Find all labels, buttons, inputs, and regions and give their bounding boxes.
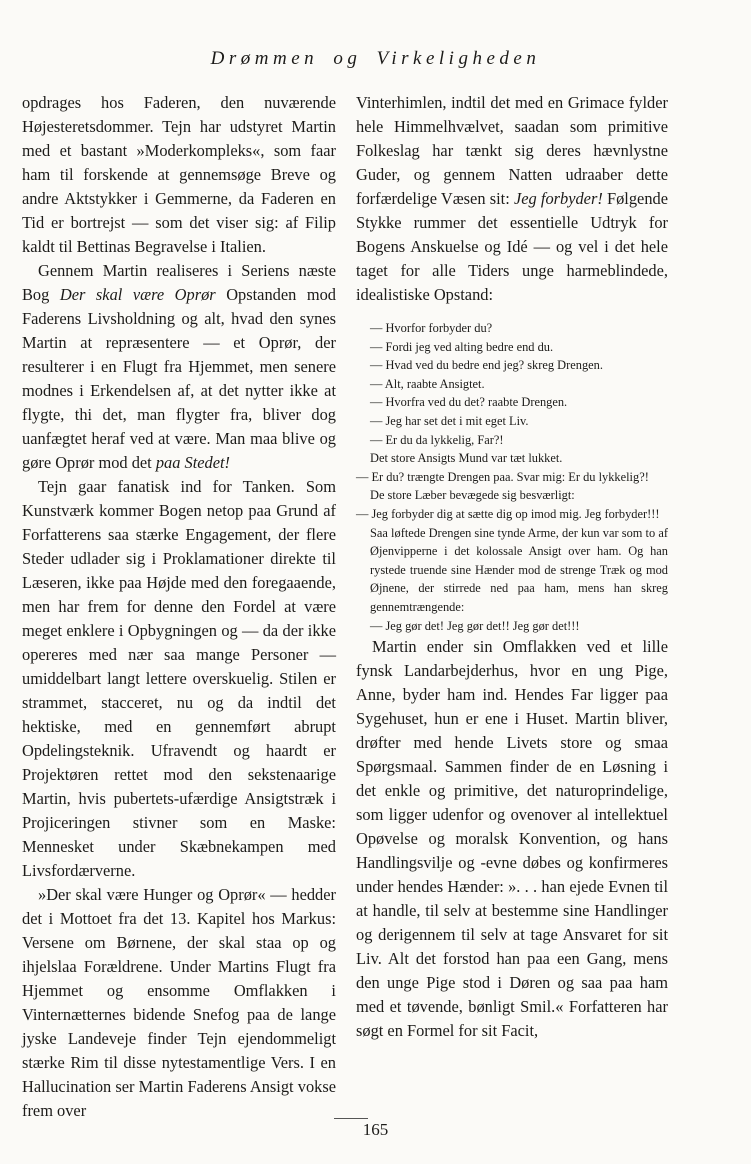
left-column <box>22 91 336 1123</box>
quote-line: — Jeg har set det i mit eget Liv. <box>370 413 529 428</box>
right-column <box>356 91 668 1043</box>
quote-line: De store Læber bevægede sig besværligt: <box>370 488 575 503</box>
quote-line: — Fordi jeg ved alting bedre end du. <box>370 339 554 354</box>
book-title: Der skal være Oprør <box>59 285 216 304</box>
emphasis: paa Stedet! <box>155 453 231 472</box>
running-title: Drømmen og Virkeligheden <box>210 48 541 69</box>
quote-line: — Jeg gør det! Jeg gør det!! Jeg gør det!!! <box>370 618 580 633</box>
paragraph: Tejn gaar fanatisk ind for Tanken. Som Kunstværk kommer Bogen netop paa Grund af Forfatterens saa stærke Engagement, der flere Steder udlader sig i Proklamationer direkte til Læseren, ikke paa Højde med den foregaaende, men har frem for denne den Fordel at være meget enklere i Opbygningen og — da der ikke opereres med nær saa mange Personer — umiddelbart langt lettere overskuelig. Stilen er strammet, stacceret, nu og da indtil det hektiske, med en gennemført abrupt Opdelingsteknik. Ufravendt og haardt er Projektøren rettet mod den sekstenaarige Martin, hvis pubertets-ufærdige Ansigtstræk i Projiceringen stivner som en Maske: Mennesket under Skæbnekampen med Livsfordærverne. <box>22 477 336 880</box>
text-run: Vinterhimlen, indtil det med en Grimace fylder hele Himmelhvælvet, saadan som primitive Folkeslag har tænkt sig deres hævnlystne Guder, og gennem Natten udraaber dette forfærdelige Væsen sit: <box>356 93 668 208</box>
quotation-block <box>356 319 668 635</box>
paragraph <box>22 259 336 475</box>
footer-rule <box>334 1118 368 1119</box>
quote-line: Det store Ansigts Mund var tæt lukket. <box>370 451 563 466</box>
quote-line: — Hvorfor forbyder du? <box>370 321 493 335</box>
quote-line: — Alt, raabte Ansigtet. <box>370 376 485 391</box>
paragraph: opdrages hos Faderen, den nuværende Højesteretsdommer. Tejn har udstyret Martin med et bastant »Moderkompleks«, som faar ham til forskende at gennemsøge Breve og andre Aktstykker i Gemmerne, da Faderen en Tid er bortrejst — som det viser sig: af Filip kaldt til Bettinas Begravelse i Italien. <box>22 93 336 256</box>
page-number: 165 <box>362 1120 389 1139</box>
text-run: Følgende Stykke rummer det essentielle Udtryk for Bogens Anskuelse og Idé — og vel i det hele taget for alle Tiders unge harmeblindede, idealistiske Opstand: <box>356 189 668 304</box>
quote-line: — Hvorfra ved du det? raabte Drengen. <box>370 395 568 410</box>
text-run: Gennem Martin realiseres i Seriens næste Bog <box>22 261 336 304</box>
text-run: Opstanden mod Faderens Livsholdning og alt, hvad den synes Martin at repræsentere — et Oprør, der resulterer i en Flugt fra Hjemmet, men senere modnes i Erkendelsen af, at det nytter ikke at flygte, thi det, man flygter fra, bliver dog uanfægtet heraf ved at være. Man maa blive og gøre Oprør mod det <box>22 285 336 472</box>
paragraph: »Der skal være Hunger og Oprør« — hedder det i Mottoet fra det 13. Kapitel hos Markus: Versene om Børnene, der skal staa op og ihjelslaa Forældrene. Under Martins Flugt fra Hjemmet og ensomme Omflakken i Vinternætternes bidende Snefog paa de lange jyske Landeveje finder Tejn ejendommeligt stærke Rim til disse nytestamentlige Vers. I en Hallucination ser Martin Faderens Ansigt vokse frem over <box>22 885 336 1120</box>
quote-line: — Hvad ved du bedre end jeg? skreg Drengen. <box>370 358 603 373</box>
quote-line: — Er du? trængte Drengen paa. Svar mig: Er du lykkelig?! <box>356 469 649 484</box>
quote-line: — Er du da lykkelig, Far?! <box>370 432 504 447</box>
paragraph <box>356 91 668 307</box>
quoted-phrase: Jeg forbyder! <box>513 189 603 208</box>
quote-line: — Jeg forbyder dig at sætte dig op imod mig. Jeg forbyder!!! <box>356 506 660 521</box>
paragraph: Martin ender sin Omflakken ved et lille fynsk Landarbejderhus, hvor en ung Pige, Anne, byder ham ind. Hendes Far ligger paa Sygehuset, hun er ene i Huset. Martin bliver, drøfter med hende Livets store og smaa Spørgsmaal. Sammen finder de en Løsning i det enkle og primitive, det naturoprindelige, som ligger udenfor og ovenover al intellektuel Opøvelse og moralsk Konvention, og hans Handlingsvilje og -evne døbes og konfirmeres under hendes Hænder: ». . . han ejede Evnen til at handle, til selv at bestemme sine Handlinger og derigennem til selv at tage Ansvaret for sit Liv. Alt det forstod han paa een Gang, mens den unge Pige stod i Døren og saa paa ham med et tøvende, bønligt Smil.« Forfatteren har søgt en Formel for sit Facit, <box>356 637 668 1041</box>
quote-line: Saa løftede Drengen sine tynde Arme, der kun var som to af Øjenvipperne i det kolossale Ansigt over ham. Og han rystede truende sine Hænder mod de strenge Træk og mod Øjnene, der stirrede ned paa ham, mens han skreg gennemtrængende: <box>370 525 668 614</box>
